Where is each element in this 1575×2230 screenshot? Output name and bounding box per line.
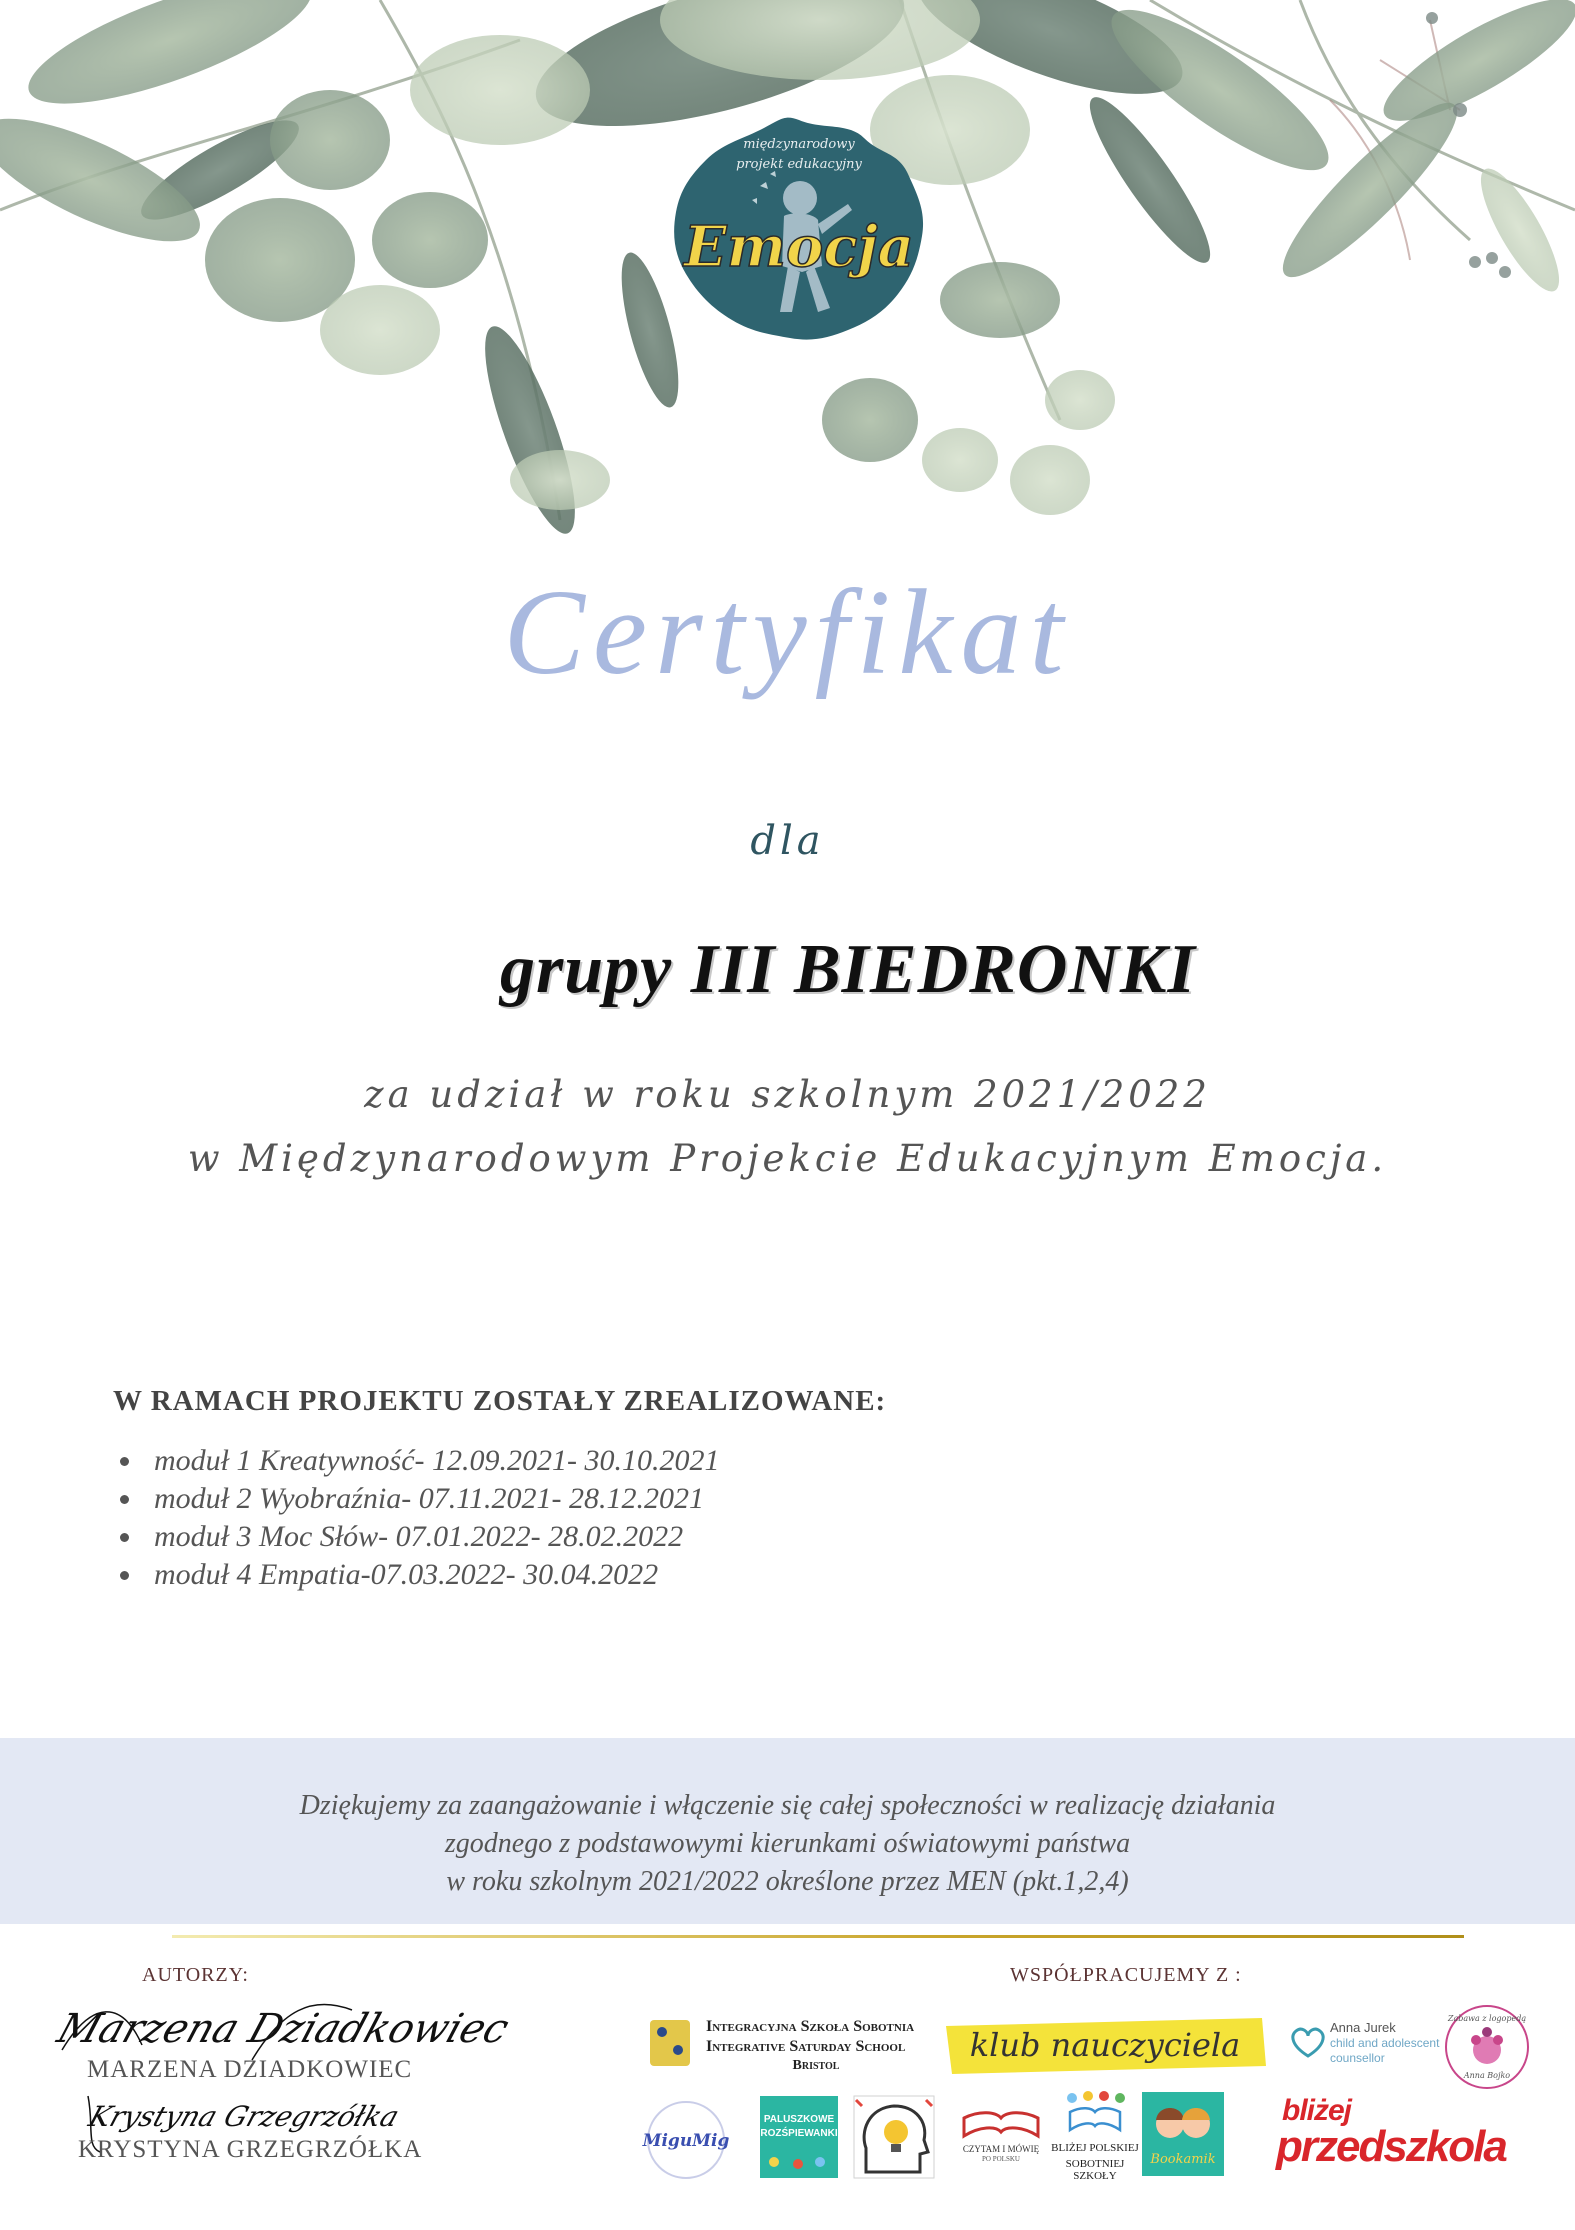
bullet-icon xyxy=(120,1495,129,1504)
partner-blizej-przedszkola: bliżej przedszkola xyxy=(1276,2094,1506,2171)
module-item: moduł 4 Empatia-07.03.2022- 30.04.2022 xyxy=(120,1556,720,1594)
partner-integracyjna-szkola: Integracyjna Szkoła Sobotnia Integrative Saturday School Bristol xyxy=(648,2014,948,2074)
partner-bookamik: Bookamik xyxy=(1142,2092,1224,2176)
for-label: dla xyxy=(750,818,825,864)
authors-label: AUTORZY: xyxy=(142,1964,249,1986)
partner-blizej-polskiej-szkoly: BLIŻEJ POLSKIEJ SOBOTNIEJ SZKOŁY xyxy=(1050,2090,1140,2182)
partner-migumig xyxy=(642,2100,730,2180)
svg-text:międzynarodowy: międzynarodowy xyxy=(743,137,855,152)
svg-text:Marzena Dziadkowiec: Marzena Dziadkowiec xyxy=(51,2004,515,2052)
bullet-icon xyxy=(120,1533,129,1542)
partner-czytam-i-mowie: CZYTAM I MÓWIĘ PO POLSKU xyxy=(956,2108,1046,2168)
partner-paluszkowe: PALUSZKOWE ROZŚPIEWANKI xyxy=(760,2096,838,2178)
emocja-logo xyxy=(672,116,926,342)
thanks-line-1: Dziękujemy za zaangażowanie i włączenie się całej społeczności w realizację działania xyxy=(299,1790,1276,1821)
partner-zabawa-z-logopeda xyxy=(1444,2004,1530,2090)
svg-text:Zabawa z logopedą: Zabawa z logopedą xyxy=(1447,2014,1527,2023)
zabawa-logo xyxy=(1444,2004,1530,2090)
reason-line-2: w Międzynarodowym Projekcie Edukacyjnym Emocja. xyxy=(187,1137,1388,1180)
lightbulb-head-icon xyxy=(854,2096,934,2178)
music-notes-icon xyxy=(760,2150,838,2174)
module-item: moduł 2 Wyobraźnia- 07.11.2021- 28.12.2021 xyxy=(120,1480,720,1518)
gold-divider xyxy=(172,1935,1464,1938)
partners-label: WSPÓŁPRACUJEMY Z : xyxy=(1010,1964,1242,1986)
modules-list xyxy=(120,1442,720,1594)
heart-icon xyxy=(1288,2026,1328,2060)
book-dots-icon xyxy=(1050,2090,1140,2136)
svg-text:projekt edukacyjny: projekt edukacyjny xyxy=(736,157,862,172)
puzzle-icon xyxy=(648,2016,692,2070)
svg-text:Krystyna Grzegrzółka: Krystyna Grzegrzółka xyxy=(84,2099,404,2133)
author-name: MARZENA DZIADKOWIEC xyxy=(87,2056,413,2083)
bullet-icon xyxy=(120,1457,129,1466)
bookamik-kids-icon xyxy=(1142,2092,1224,2152)
partner-anna-jurek: Anna Jurek child and adolescent counsellor xyxy=(1288,2018,1408,2068)
module-item: moduł 1 Kreatywność- 12.09.2021- 30.10.2021 xyxy=(120,1442,720,1480)
module-item: moduł 3 Moc Słów- 07.01.2022- 28.02.2022 xyxy=(120,1518,720,1556)
author-name: KRYSTYNA GRZEGRZÓŁKA xyxy=(78,2136,423,2163)
svg-text:MiguMig: MiguMig xyxy=(642,2131,730,2151)
migumig-logo xyxy=(642,2100,730,2180)
modules-heading: W RAMACH PROJEKTU ZOSTAŁY ZREALIZOWANE: xyxy=(113,1385,887,1417)
partner-klub-nauczyciela: klub nauczyciela xyxy=(940,2012,1270,2078)
partner-head-lightbulb xyxy=(854,2096,934,2178)
recipient-name: grupy III BIEDRONKI xyxy=(500,931,1196,1008)
certificate-title: Certyfikat xyxy=(503,565,1072,700)
thanks-line-2: zgodnego z podstawowymi kierunkami oświatowymi państwa xyxy=(444,1828,1131,1859)
thanks-line-3: w roku szkolnym 2021/2022 określone przez MEN (pkt.1,2,4) xyxy=(446,1866,1129,1897)
bullet-icon xyxy=(120,1571,129,1580)
svg-text:Emocja: Emocja xyxy=(684,214,914,280)
svg-text:Anna Bojko: Anna Bojko xyxy=(1463,2071,1511,2080)
open-book-icon xyxy=(956,2108,1046,2142)
reason-line-1: za udział w roku szkolnym 2021/2022 xyxy=(364,1073,1211,1116)
